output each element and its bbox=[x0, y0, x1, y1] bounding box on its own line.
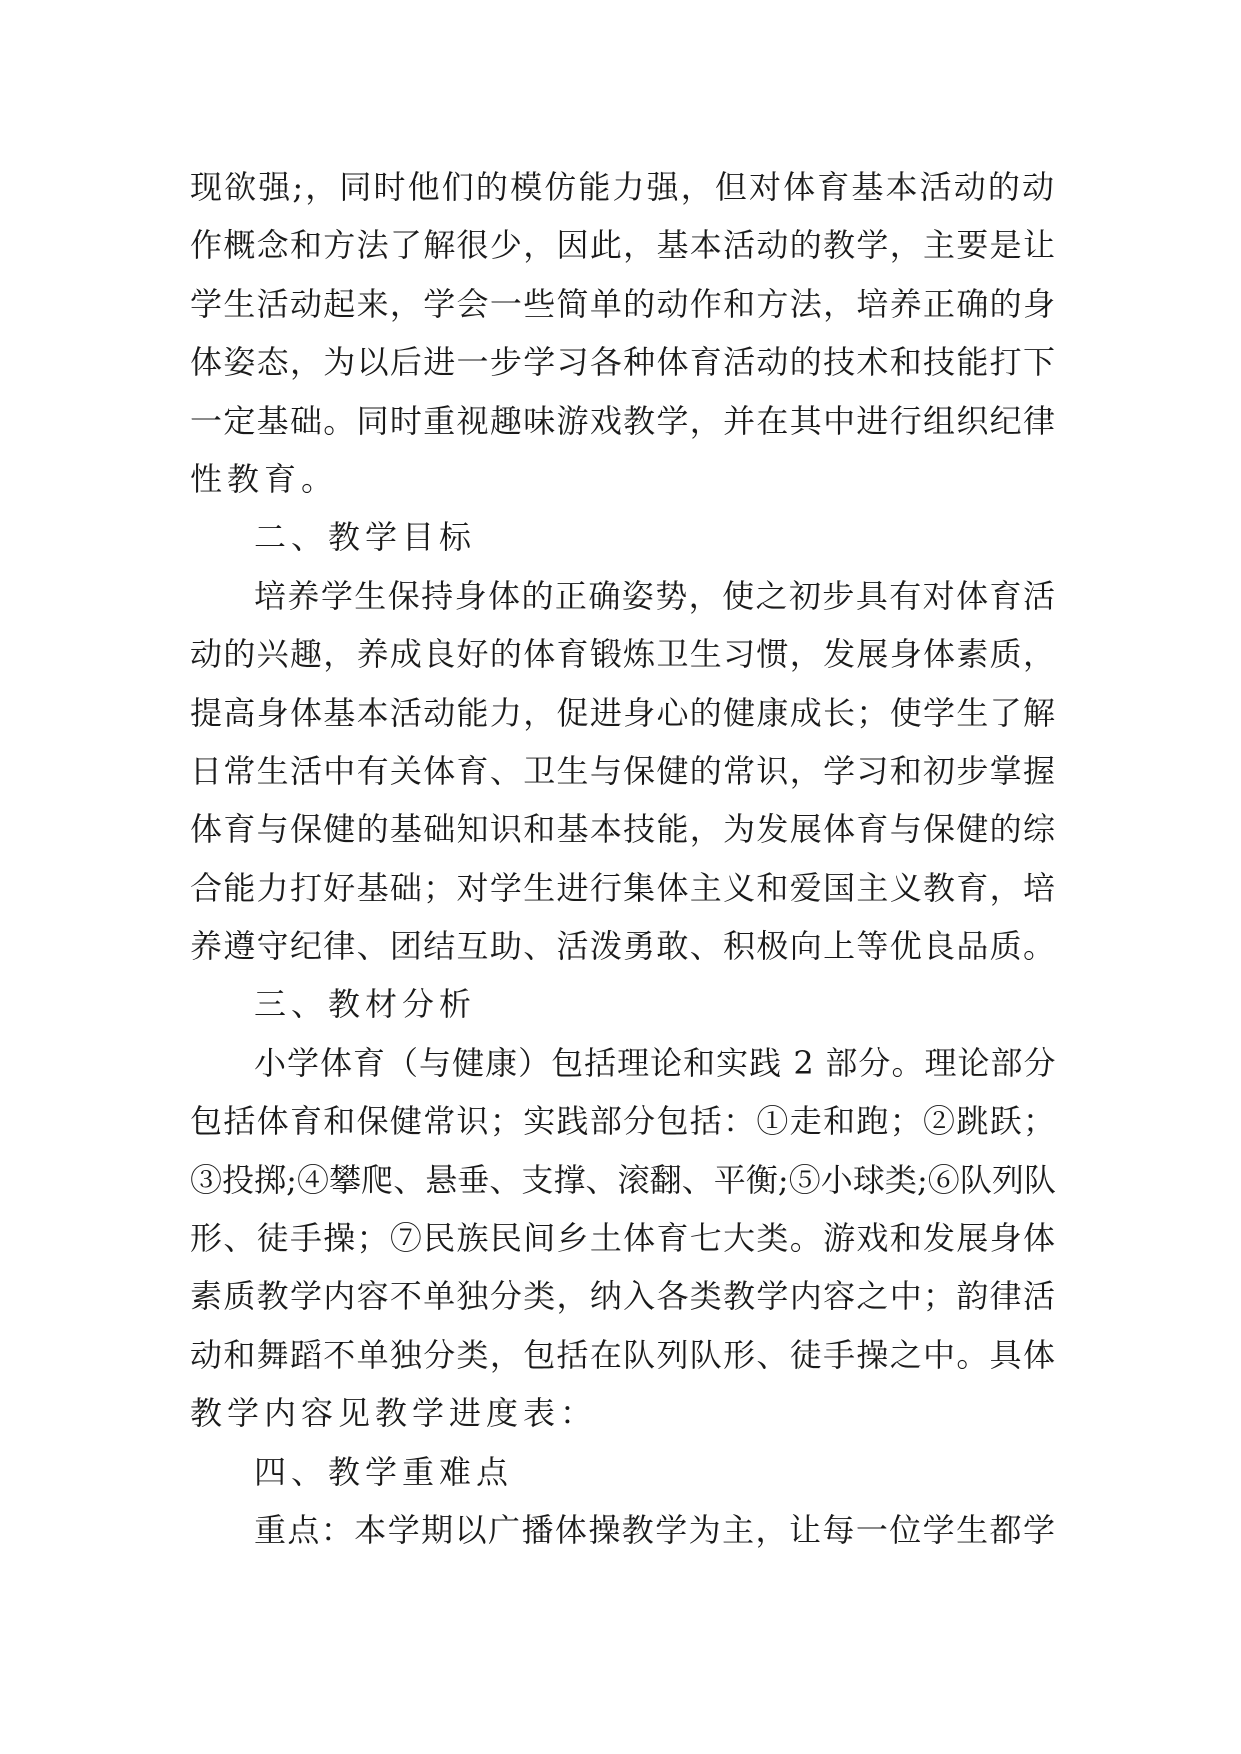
section-heading: 二、教学目标 bbox=[254, 518, 477, 557]
paragraph-line: 体姿态，为以后进一步学习各种体育活动的技术和技能打下 bbox=[190, 343, 1056, 382]
paragraph-line: 动和舞蹈不单独分类，包括在队列队形、徒手操之中。具体 bbox=[190, 1335, 1056, 1374]
paragraph-line: 提高身体基本活动能力，促进身心的健康成长；使学生了解 bbox=[190, 693, 1056, 732]
paragraph-line: 重点：本学期以广播体操教学为主，让每一位学生都学 bbox=[254, 1510, 1056, 1549]
paragraph-line: 教学内容见教学进度表： bbox=[190, 1394, 598, 1433]
section-heading: 四、教学重难点 bbox=[254, 1452, 514, 1491]
paragraph-line: 现欲强;，同时他们的模仿能力强，但对体育基本活动的动 bbox=[190, 168, 1056, 206]
paragraph-line: 养遵守纪律、团结互助、活泼勇敢、积极向上等优良品质。 bbox=[190, 927, 1056, 966]
paragraph-line: 素质教学内容不单独分类，纳入各类教学内容之中；韵律活 bbox=[190, 1277, 1056, 1316]
paragraph-line: 一定基础。同时重视趣味游戏教学，并在其中进行组织纪律 bbox=[190, 401, 1056, 440]
paragraph-line: 学生活动起来，学会一些简单的动作和方法，培养正确的身 bbox=[190, 284, 1056, 323]
paragraph-line: 培养学生保持身体的正确姿势，使之初步具有对体育活 bbox=[254, 576, 1056, 615]
paragraph-line: 形、徒手操；⑦民族民间乡土体育七大类。游戏和发展身体 bbox=[190, 1219, 1056, 1258]
paragraph-line: ③投掷;④攀爬、悬垂、支撑、滚翻、平衡;⑤小球类;⑥队列队 bbox=[190, 1160, 1056, 1199]
paragraph-line: 体育与保健的基础知识和基本技能，为发展体育与保健的综 bbox=[190, 810, 1056, 849]
paragraph-line: 包括体育和保健常识；实践部分包括：①走和跑；②跳跃； bbox=[190, 1102, 1056, 1141]
paragraph-line: 性教育。 bbox=[190, 459, 339, 498]
paragraph-line: 小学体育（与健康）包括理论和实践 2 部分。理论部分 bbox=[254, 1043, 1056, 1082]
paragraph-line: 日常生活中有关体育、卫生与保健的常识，学习和初步掌握 bbox=[190, 751, 1056, 790]
paragraph-line: 作概念和方法了解很少，因此，基本活动的教学，主要是让 bbox=[190, 226, 1056, 265]
document-body bbox=[190, 158, 1056, 1559]
paragraph-line: 合能力打好基础；对学生进行集体主义和爱国主义教育，培 bbox=[190, 868, 1056, 907]
paragraph-line: 动的兴趣，养成良好的体育锻炼卫生习惯，发展身体素质， bbox=[190, 635, 1056, 674]
section-heading: 三、教材分析 bbox=[254, 985, 477, 1024]
